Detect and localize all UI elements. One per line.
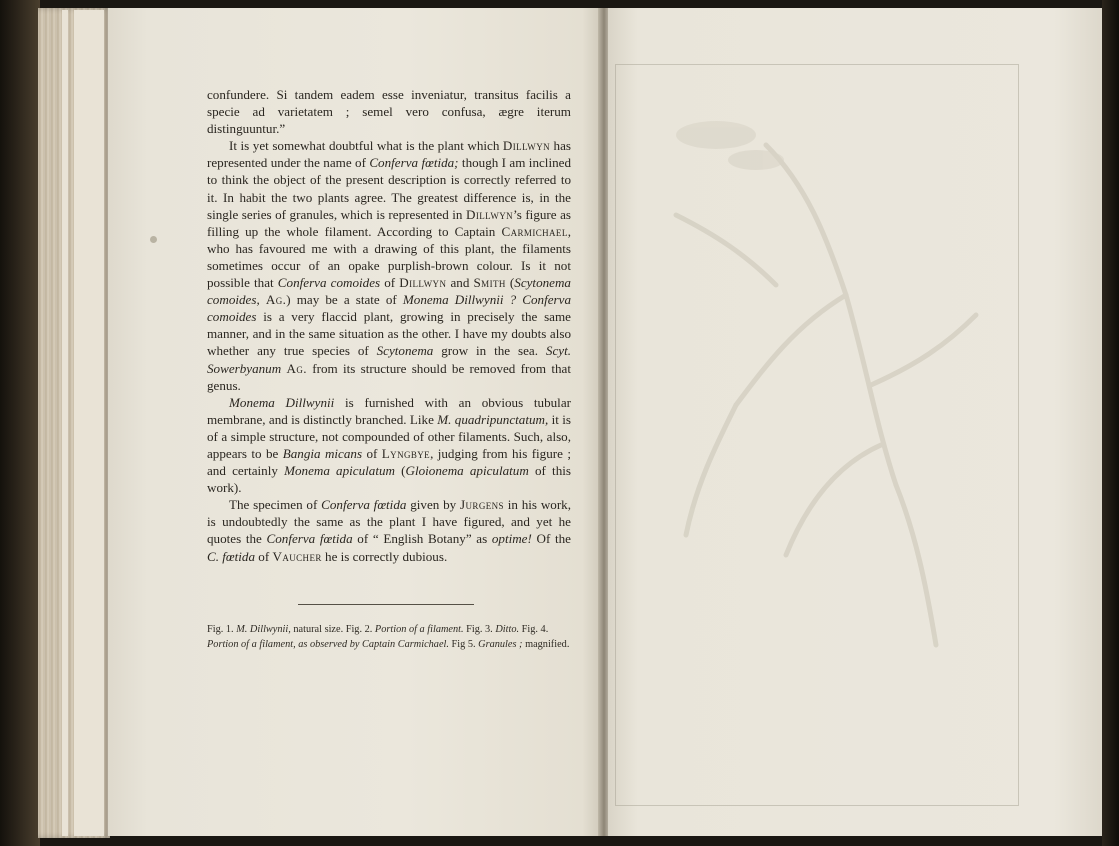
book-cover-edge: [1102, 0, 1119, 846]
page-edge-strip: [74, 10, 104, 836]
paragraph: confundere. Si tandem eadem esse inveniatur, transitus facilis a specie ad varietatem ; semel vero confusa, ægre iterum distinguuntur.”: [207, 87, 571, 137]
paper-blemish: [150, 236, 157, 243]
show-through-illustration: [616, 65, 1018, 805]
book-spine: [0, 0, 40, 846]
plate-impression-frame: [615, 64, 1019, 806]
figure-caption: Fig. 1. M. Dillwynii, natural size. Fig. 2. Portion of a filament. Fig. 3. Ditto. Fig. 4. Portion of a filament, as observed by Captain Carmichael. Fig 5. Granules ; magnified.: [207, 624, 570, 651]
paragraph: It is yet somewhat doubtful what is the plant which Dillwyn has represented under the name of Conferva fœtida; though I am inclined to think the object of the present description is correctly referred to it. In habit the two plants agree. The greatest difference is, in the single series of granules, which is represented in Dillwyn’s figure as filling up the whole filament. According to Captain Carmichael, who has favoured me with a drawing of this plant, the filaments sometimes occur of an opake purplish-brown colour. Is it not possible that Conferva comoides of Dillwyn and Smith (Scytonema comoides, Ag.) may be a state of Monema Dillwynii ? Conferva comoides is a very flaccid plant, growing in precisely the same manner, and in the same situation as the other. I have my doubts also whether any true species of Scytonema grow in the sea. Scyt. Sowerbyanum Ag. from its structure should be removed from that genus.: [207, 138, 572, 393]
page-edge-strip: [62, 10, 68, 836]
body-text: [207, 86, 571, 565]
paragraph: The specimen of Conferva fœtida given by Jurgens in his work, is undoubtedly the same as the plant I have figured, and yet he quotes the Conferva fœtida of “ English Botany” as optime! Of the C. fœtida of Vaucher he is correctly dubious.: [207, 497, 572, 564]
paragraph: Monema Dillwynii is furnished with an obvious tubular membrane, and is distinctly branched. Like M. quadripunctatum, it is of a simple structure, not compounded of other filaments. Such, also, appears to be Bangia micans of Lyngbye, judging from his figure ; and certainly Monema apiculatum (Gloionema apiculatum of this work).: [207, 394, 571, 496]
separator-rule: [298, 604, 474, 605]
